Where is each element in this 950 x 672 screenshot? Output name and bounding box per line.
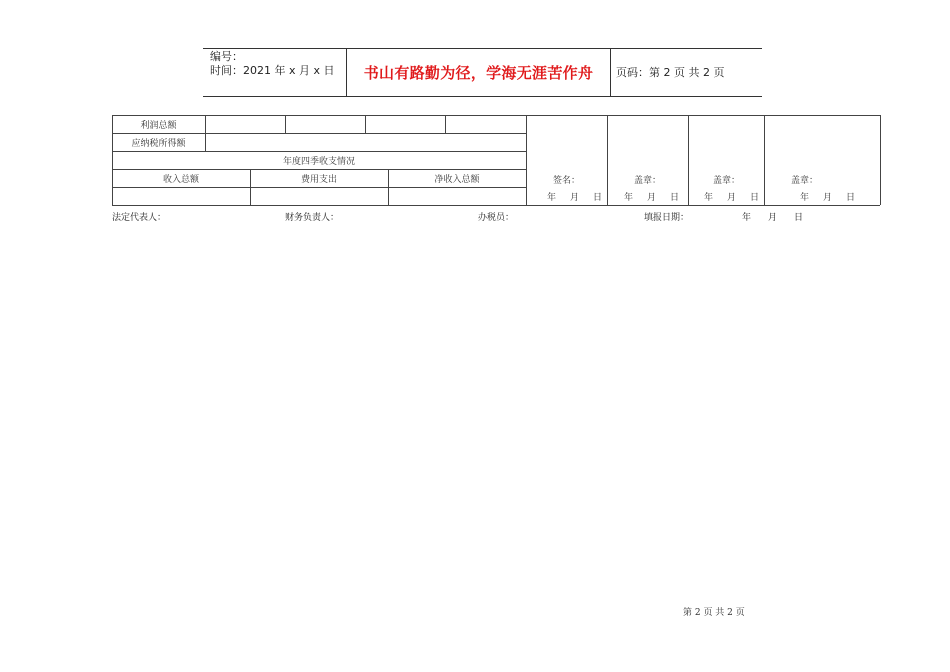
date-day: 日 — [846, 193, 856, 203]
q4-section-title: 年度四季收支情况 — [282, 156, 355, 167]
date-year: 年 — [800, 193, 810, 203]
net-income-header: 净收入总额 — [434, 174, 480, 185]
finance-head-label: 财务负责人： — [285, 213, 340, 223]
fill-date-month: 月 — [768, 213, 778, 223]
sign-date — [704, 190, 759, 203]
sign-date — [547, 190, 602, 203]
profit-total-value-4[interactable] — [446, 115, 526, 133]
header-page-info: 页码：第 2 页 共 2 页 — [616, 66, 725, 79]
fill-date-day: 日 — [794, 213, 804, 223]
seal-label: 盖章： — [713, 176, 741, 186]
legal-representative-label: 法定代表人： — [112, 213, 167, 223]
fill-date-label: 填报日期： — [644, 213, 690, 223]
signature-label: 签名： — [553, 176, 581, 186]
header-divider — [610, 48, 611, 96]
taxable-income-label: 应纳税所得额 — [131, 138, 186, 149]
date-year: 年 — [704, 193, 714, 203]
profit-total-value-1[interactable] — [206, 115, 285, 133]
date-year: 年 — [624, 193, 634, 203]
date-year: 年 — [547, 193, 557, 203]
date-month: 月 — [570, 193, 580, 203]
income-total-header: 收入总额 — [162, 174, 199, 185]
date-month: 月 — [647, 193, 657, 203]
date-day: 日 — [593, 193, 603, 203]
seal-label: 盖章： — [634, 176, 662, 186]
profit-total-value-3[interactable] — [366, 115, 445, 133]
date-month: 月 — [823, 193, 833, 203]
page-number-footer: 第 2 页 共 2 页 — [683, 608, 745, 618]
date-day: 日 — [750, 193, 760, 203]
net-income-value[interactable] — [388, 187, 526, 205]
expense-header: 费用支出 — [300, 174, 337, 185]
tax-clerk-label: 办税员： — [478, 213, 515, 223]
taxable-income-value[interactable] — [206, 133, 526, 151]
profit-total-label: 利润总额 — [140, 120, 177, 131]
date-day: 日 — [670, 193, 680, 203]
header-motto: 书山有路勤为径，学海无涯苦作舟 — [363, 63, 594, 82]
date-month: 月 — [727, 193, 737, 203]
document-time-label: 时间：2021 年 x 月 x 日 — [210, 64, 335, 77]
header-meta — [210, 50, 335, 78]
fill-date-year: 年 — [742, 213, 752, 223]
seal-label: 盖章： — [791, 176, 819, 186]
income-total-value[interactable] — [112, 187, 250, 205]
document-number-label: 编号： — [210, 50, 243, 63]
expense-value[interactable] — [250, 187, 388, 205]
sign-date — [800, 190, 855, 203]
profit-total-value-2[interactable] — [286, 115, 365, 133]
sign-date — [624, 190, 679, 203]
header-bottom-rule — [203, 96, 762, 97]
